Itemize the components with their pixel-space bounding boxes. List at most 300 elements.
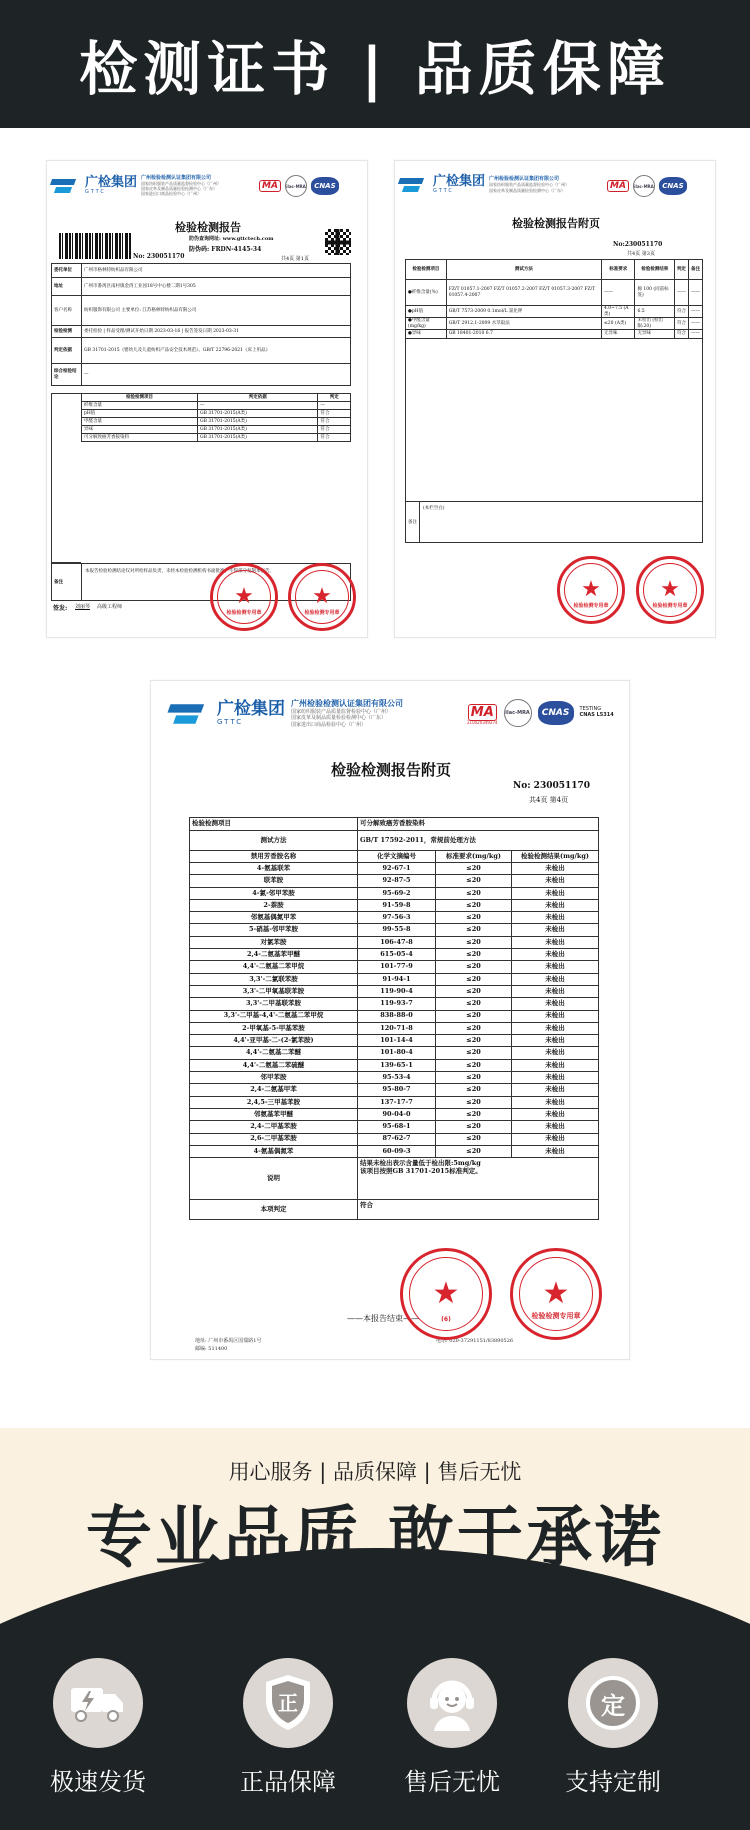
cell: 2,4,5-三甲基苯胺 bbox=[190, 1096, 358, 1108]
table-row bbox=[190, 1084, 599, 1096]
cell: ≤20 bbox=[436, 1121, 512, 1133]
ilac-mra-logo: ilac-MRA bbox=[633, 175, 655, 197]
cell: ●甲醛含量(mg/kg) bbox=[406, 318, 447, 330]
table-row bbox=[190, 1108, 599, 1120]
table-row bbox=[190, 1145, 599, 1157]
company-sub: 国家皮革及制品质量检验检测中心（广东） bbox=[141, 186, 218, 192]
row-value: 可分解致癌芳香胺染料 bbox=[358, 818, 599, 831]
table-row bbox=[190, 899, 599, 911]
seal-code: (6) bbox=[441, 1316, 451, 1323]
band-subtitle: 用心服务 | 品质保障 | 售后无忧 bbox=[228, 1460, 522, 1484]
feature-fast-delivery bbox=[23, 1658, 173, 1797]
seal-label: 检验检测专用章 bbox=[304, 610, 340, 616]
cell: 符合 bbox=[674, 330, 688, 339]
cell: 未检出 bbox=[512, 1121, 599, 1133]
cert1-info-table bbox=[51, 263, 351, 386]
table-row bbox=[190, 1096, 599, 1108]
table-row bbox=[82, 426, 351, 434]
table-row bbox=[82, 410, 351, 418]
org-logo bbox=[175, 699, 403, 728]
cell: ≤20 bbox=[436, 1108, 512, 1120]
col-header: 标准要求 bbox=[602, 260, 635, 280]
cell: 无异味 bbox=[635, 330, 674, 339]
row-value: GB/T 17592-2011，常规前处理方法 bbox=[358, 831, 599, 851]
cell: 91-94-1 bbox=[358, 973, 436, 985]
footer-postcode: 邮编: 511400 bbox=[195, 1346, 228, 1352]
cell: 95-80-7 bbox=[358, 1084, 436, 1096]
accreditation-logos bbox=[467, 699, 614, 727]
cell: 101-14-4 bbox=[358, 1035, 436, 1047]
cell: 615-05-4 bbox=[358, 949, 436, 961]
cell: ≤20 bbox=[436, 899, 512, 911]
cell: 92-67-1 bbox=[358, 863, 436, 875]
org-logo bbox=[399, 175, 569, 194]
table-row bbox=[190, 949, 599, 961]
row-value: 广州市格林特纺织品有限公司 bbox=[82, 264, 351, 278]
cell: 未检出 bbox=[512, 936, 599, 948]
accreditation-logos bbox=[607, 175, 687, 197]
cell: GB 31701-2015(A类) bbox=[198, 418, 318, 426]
cell: —— bbox=[688, 330, 702, 339]
ilac-mra-logo: ilac-MRA bbox=[504, 699, 532, 727]
cell: ≤20 bbox=[436, 949, 512, 961]
cell: 未检出 bbox=[512, 875, 599, 887]
cell: 838-88-0 bbox=[358, 1010, 436, 1022]
shield-glyph: 正 bbox=[278, 1691, 298, 1715]
cell: 2,4-二甲基苯胺 bbox=[190, 1121, 358, 1133]
cell: 对氯苯胺 bbox=[190, 936, 358, 948]
cell: ≤20 bbox=[436, 1035, 512, 1047]
table-row bbox=[406, 306, 703, 318]
cell: — bbox=[198, 402, 318, 410]
cell: 119-90-4 bbox=[358, 985, 436, 997]
band-divider bbox=[290, 1590, 460, 1593]
row-value: 符合 bbox=[358, 1200, 599, 1220]
remark-text: (本栏空白) bbox=[423, 506, 445, 511]
cell: 纤维含量 bbox=[82, 402, 198, 410]
cell: 甲醛含量 bbox=[82, 418, 198, 426]
cell: 符合 bbox=[318, 426, 351, 434]
inspection-seal-stamp: ★ 检验检测专用章 bbox=[510, 1248, 602, 1340]
cell: ≤20 bbox=[436, 875, 512, 887]
feature-after-sales bbox=[377, 1658, 527, 1797]
cell: 95-69-2 bbox=[358, 887, 436, 899]
cell: 未检出 (检出限:20) bbox=[635, 318, 674, 330]
cell: 92-87-5 bbox=[358, 875, 436, 887]
cell: GB 18401-2010 6.7 bbox=[446, 330, 601, 339]
promise-band bbox=[0, 1428, 750, 1830]
cnas-logo: CNAS bbox=[538, 701, 574, 725]
cell: ●pH值 bbox=[406, 306, 447, 318]
row-value: 纺织服饰有限公司 主要单位: 江苏格林特纺织品有限公司 bbox=[82, 296, 351, 326]
col-header: 判定 bbox=[674, 260, 688, 280]
cma-logo: MA bbox=[468, 704, 497, 721]
brand-name-en: GTTC bbox=[433, 188, 454, 194]
custom-seal-icon bbox=[568, 1658, 658, 1748]
cell: 91-59-8 bbox=[358, 899, 436, 911]
cell: FZ/T 01057.1-2007 FZ/T 01057.2-2007 FZ/T 01057.3-2007 FZ/T 01057.4-2007 bbox=[446, 280, 601, 306]
cell: 未检出 bbox=[512, 1059, 599, 1071]
cell: 3,3'-二氯联苯胺 bbox=[190, 973, 358, 985]
table-row bbox=[190, 1047, 599, 1059]
cert2-title: 检验检测报告附页 bbox=[512, 217, 600, 230]
seal-label: 检验检测专用章 bbox=[226, 610, 262, 616]
report-end-mark: ——本报告结束—— bbox=[347, 1314, 419, 1323]
qr-code-image bbox=[325, 229, 351, 255]
company-sub: 国家纺织服装产品质量监督检验中心（广州） bbox=[489, 182, 570, 188]
cell: 4-氯-邻甲苯胺 bbox=[190, 887, 358, 899]
sign-label: 签发: bbox=[53, 605, 68, 612]
note-line: 该项目按照GB 31701-2015标准判定。 bbox=[360, 1166, 482, 1175]
cell: ≤20 bbox=[436, 1072, 512, 1084]
company-seal-stamp: ★ (6) bbox=[400, 1248, 492, 1340]
cell: 5-硝基-邻甲苯胺 bbox=[190, 924, 358, 936]
cell: 未检出 bbox=[512, 998, 599, 1010]
cma-logo: MA bbox=[259, 180, 281, 192]
cell: 2-萘胺 bbox=[190, 899, 358, 911]
cell: 6.5 bbox=[635, 306, 674, 318]
cell: 2-甲氧基-5-甲基苯胺 bbox=[190, 1022, 358, 1034]
feature-label: 极速发货 bbox=[50, 1768, 146, 1796]
signer-name: 刘丽琴 bbox=[75, 604, 91, 610]
report-number: No: 230051170 bbox=[513, 781, 591, 791]
row-label: 客户名称 bbox=[52, 296, 82, 326]
footer-address: 地址: 广州市番禺区国瑞路1号 bbox=[195, 1338, 262, 1344]
company-name: 广州检验检测认证集团有限公司 bbox=[291, 699, 403, 708]
cell: —— bbox=[602, 280, 635, 306]
cell: 3,3'-二甲基-4,4'-二氨基二苯甲烷 bbox=[190, 1010, 358, 1022]
cell: 符合 bbox=[674, 318, 688, 330]
feature-authentic bbox=[213, 1658, 363, 1797]
cell: 未检出 bbox=[512, 949, 599, 961]
company-name: 广州检验检测认证集团有限公司 bbox=[489, 176, 560, 183]
inspection-seal-stamp: ★ 检验检测专用章 bbox=[636, 556, 704, 624]
col-header: 检验检测结果 bbox=[635, 260, 674, 280]
cert3-title: 检验检测报告附页 bbox=[330, 761, 451, 779]
cell: ≤20 bbox=[436, 998, 512, 1010]
col-header: 测试方法 bbox=[446, 260, 601, 280]
cell: 120-71-8 bbox=[358, 1022, 436, 1034]
brand-name-en: GTTC bbox=[217, 718, 244, 727]
cert2-remark-box bbox=[405, 501, 703, 543]
cell: 邻氨基偶氮甲苯 bbox=[190, 912, 358, 924]
cell: — bbox=[318, 402, 351, 410]
cell: —— bbox=[688, 280, 702, 306]
cell: ≤20 bbox=[436, 912, 512, 924]
cell: 异味 bbox=[82, 426, 198, 434]
col-header: 判定 bbox=[318, 394, 351, 402]
cell: ≤20 bbox=[436, 1096, 512, 1108]
table-row bbox=[190, 936, 599, 948]
cell: 60-09-3 bbox=[358, 1145, 436, 1157]
row-label: 委托单位 bbox=[52, 264, 82, 278]
signer-title: 高级工程师 bbox=[97, 604, 123, 610]
cell: ≤20 bbox=[436, 1084, 512, 1096]
cell: 未检出 bbox=[512, 1108, 599, 1120]
table-row bbox=[190, 1133, 599, 1145]
cell: pH值 bbox=[82, 410, 198, 418]
cell: 4,4'-二氨基二苯甲烷 bbox=[190, 961, 358, 973]
cell: ≤20 bbox=[436, 887, 512, 899]
cell: ≤20 bbox=[436, 1133, 512, 1145]
cell: 符合 bbox=[318, 418, 351, 426]
cell: 邻甲苯胺 bbox=[190, 1072, 358, 1084]
cell: 未检出 bbox=[512, 912, 599, 924]
row-label: 判定依据 bbox=[52, 338, 82, 364]
col-header: 备注 bbox=[688, 260, 702, 280]
table-row bbox=[190, 1035, 599, 1047]
table-row bbox=[190, 985, 599, 997]
cell: 2,4-二氨基甲苯 bbox=[190, 1084, 358, 1096]
cell: 未检出 bbox=[512, 924, 599, 936]
cell: 未检出 bbox=[512, 1022, 599, 1034]
feature-label: 售后无忧 bbox=[404, 1768, 500, 1796]
table-row bbox=[190, 973, 599, 985]
seal-label: 检验检测专用章 bbox=[573, 603, 609, 609]
cell: 联苯胺 bbox=[190, 875, 358, 887]
cell: 119-93-7 bbox=[358, 998, 436, 1010]
cell: 139-65-1 bbox=[358, 1059, 436, 1071]
fast-delivery-truck-icon bbox=[53, 1658, 143, 1748]
note-line: 结果未检出表示含量低于检出限:5mg/kg bbox=[360, 1159, 481, 1168]
cell: 2,4-二氨基苯甲醚 bbox=[190, 949, 358, 961]
table-row bbox=[190, 961, 599, 973]
remark-text: 本报告检验检测结论仅对所检样品负责，未经本检验检测机构书面批准，不得部分复制本报告。 bbox=[85, 569, 274, 574]
cell: ≤20 bbox=[436, 936, 512, 948]
cell: 未检出 bbox=[512, 985, 599, 997]
cell: GB 31701-2015(A类) bbox=[198, 434, 318, 442]
cell: —— bbox=[688, 318, 702, 330]
row-label: 说明 bbox=[190, 1158, 358, 1200]
table-row bbox=[406, 339, 703, 519]
table-row bbox=[406, 330, 703, 339]
cell: 符合 bbox=[318, 434, 351, 442]
table-row bbox=[190, 924, 599, 936]
row-value: — bbox=[82, 364, 351, 386]
cert2-results-table bbox=[405, 259, 703, 519]
table-row bbox=[82, 434, 351, 442]
items-side-border bbox=[51, 393, 81, 563]
authentic-shield-icon bbox=[243, 1658, 333, 1748]
seal-label: 检验检测专用章 bbox=[652, 603, 688, 609]
cell: 95-68-1 bbox=[358, 1121, 436, 1133]
cert3-amines-table bbox=[189, 817, 599, 1220]
company-sub: 国家皮革及制品质量检验检测中心（广东） bbox=[291, 715, 387, 722]
cell: 4,4'-二氨基二苯硫醚 bbox=[190, 1059, 358, 1071]
feature-label: 支持定制 bbox=[565, 1768, 661, 1796]
cell: 97-56-3 bbox=[358, 912, 436, 924]
company-seal-stamp: ★ 检验检测专用章 bbox=[557, 556, 625, 624]
cell: 4-氨基联苯 bbox=[190, 863, 358, 875]
cert1-items-table bbox=[81, 393, 351, 442]
barcode-image bbox=[59, 233, 131, 259]
cell: 90-04-0 bbox=[358, 1108, 436, 1120]
cell: 棉 100 (同前标签) bbox=[635, 280, 674, 306]
row-label: 综合检验结论 bbox=[52, 364, 82, 386]
table-row bbox=[190, 1010, 599, 1022]
cell: 未检出 bbox=[512, 1010, 599, 1022]
table-row bbox=[190, 912, 599, 924]
cell: 87-62-7 bbox=[358, 1133, 436, 1145]
table-row bbox=[190, 863, 599, 875]
ilac-mra-logo: ilac-MRA bbox=[285, 175, 307, 197]
company-sub: 国家皮革及制品质量检验检测中心（广东） bbox=[489, 187, 566, 193]
cma-logo: MA bbox=[607, 180, 629, 192]
cell: 未检出 bbox=[512, 899, 599, 911]
cell: ≤20 bbox=[436, 1047, 512, 1059]
table-row bbox=[190, 1059, 599, 1071]
col-header: 化学文摘编号 bbox=[358, 851, 436, 863]
band-title: 专业品质 敢于承诺 bbox=[86, 1499, 664, 1576]
gttc-logo-icon bbox=[399, 176, 429, 194]
col-header: 检验检测结果(mg/kg) bbox=[512, 851, 599, 863]
table-row bbox=[190, 887, 599, 899]
cell: 3,3'-二甲基联苯胺 bbox=[190, 998, 358, 1010]
company-sub: 国家进出口商品检验中心（广州） bbox=[141, 191, 202, 197]
brand-name: 广检集团 bbox=[85, 175, 138, 191]
testing-label: TESTING bbox=[579, 706, 602, 713]
cell: —— bbox=[674, 280, 688, 306]
brand-name: 广检集团 bbox=[433, 174, 486, 189]
row-label: 本项判定 bbox=[190, 1200, 358, 1220]
cell: 未检出 bbox=[512, 863, 599, 875]
cell: ≤20 bbox=[436, 985, 512, 997]
company-sub: 国家进出口商品检验中心（广州） bbox=[291, 721, 367, 728]
cell: 未检出 bbox=[512, 973, 599, 985]
row-label: 地址 bbox=[52, 278, 82, 296]
accreditation-logos bbox=[259, 175, 339, 197]
col-header: 禁用芳香胺名称 bbox=[190, 851, 358, 863]
cell: ≤20 bbox=[436, 1010, 512, 1022]
cell: 未检出 bbox=[512, 961, 599, 973]
cell: 4,4'-亚甲基-二-(2-氯苯胺) bbox=[190, 1035, 358, 1047]
row-value: GB 31701-2015《婴幼儿及儿童纺织产品安全技术规范》、GB/T 22796-2021《床上用品》 bbox=[82, 338, 351, 364]
cell: 无异味 bbox=[602, 330, 635, 339]
cell: 106-47-8 bbox=[358, 936, 436, 948]
col-header: 判定依据 bbox=[198, 394, 318, 402]
row-value: 广州市番禺区南村镇金湾工业园18号中心楼二期1号305 bbox=[82, 278, 351, 296]
table-row bbox=[190, 1121, 599, 1133]
col-header: 检验检测项目 bbox=[82, 394, 198, 402]
feature-customization bbox=[538, 1658, 688, 1797]
cell: ≤20 (A类) bbox=[602, 318, 635, 330]
cell: 未检出 bbox=[512, 1035, 599, 1047]
anti-fake-url: 防伪查询网址: www.gttctech.com bbox=[189, 236, 274, 242]
footer-phone: 电话: 020-37291151/83890526 bbox=[436, 1338, 514, 1344]
cell: 符合 bbox=[318, 410, 351, 418]
report-number: No:230051170 bbox=[613, 241, 663, 248]
row-label: 测试方法 bbox=[190, 831, 358, 851]
table-row bbox=[406, 318, 703, 330]
seal-label: 检验检测专用章 bbox=[531, 1312, 581, 1320]
table-row bbox=[190, 875, 599, 887]
report-number: No: 230051170 bbox=[133, 253, 185, 260]
table-row bbox=[82, 402, 351, 410]
cell: 未检出 bbox=[512, 887, 599, 899]
cell: ≤20 bbox=[436, 973, 512, 985]
cell: 未检出 bbox=[512, 1084, 599, 1096]
cell: 可分解致癌芳香胺染料 bbox=[82, 434, 198, 442]
page-indicator: 共4页 第4页 bbox=[529, 796, 569, 804]
cell: 符合 bbox=[674, 306, 688, 318]
col-header: 检验检测项目 bbox=[406, 260, 447, 280]
cell: 邻氨基苯甲醚 bbox=[190, 1108, 358, 1120]
cell: GB 31701-2015(A类) bbox=[198, 426, 318, 434]
brand-name: 广检集团 bbox=[217, 699, 285, 720]
page-indicator: 共4页 第1页 bbox=[281, 256, 309, 262]
page-title: 检测证书 | 品质保障 bbox=[79, 35, 671, 103]
cell: 3,3'-二甲氧基联苯胺 bbox=[190, 985, 358, 997]
cell: 未检出 bbox=[512, 1047, 599, 1059]
feature-label: 正品保障 bbox=[240, 1768, 336, 1796]
gttc-logo-icon bbox=[169, 701, 211, 726]
cell: ≤20 bbox=[436, 961, 512, 973]
company-sub: 国家纺织服装产品质量监督检验中心（广州） bbox=[141, 181, 222, 186]
row-label: 检验检测项目 bbox=[190, 818, 358, 831]
cell: 未检出 bbox=[512, 1133, 599, 1145]
remark-label: 备注 bbox=[52, 564, 82, 600]
row-label: 检验检测 bbox=[52, 326, 82, 338]
cell: 未检出 bbox=[512, 1096, 599, 1108]
company-name: 广州检验检测认证集团有限公司 bbox=[141, 175, 212, 181]
cell: ≤20 bbox=[436, 1145, 512, 1157]
cell: 未检出 bbox=[512, 1145, 599, 1157]
cell: ≤20 bbox=[436, 924, 512, 936]
cell: —— bbox=[688, 306, 702, 318]
cert1-title: 检验检测报告 bbox=[175, 221, 241, 234]
page-header bbox=[0, 0, 750, 128]
cell: GB/T 2912.1-2009 水萃取法 bbox=[446, 318, 601, 330]
company-seal-stamp: ★ 检验检测专用章 bbox=[210, 563, 278, 631]
cell: 4.0~7.5 (A类) bbox=[602, 306, 635, 318]
anti-fake-code: 防伪码: FRDN-4145-34 bbox=[189, 246, 262, 253]
cell: ≤20 bbox=[436, 863, 512, 875]
cell: 99-55-8 bbox=[358, 924, 436, 936]
cell: ●异味 bbox=[406, 330, 447, 339]
table-row bbox=[190, 1022, 599, 1034]
cell: 101-80-4 bbox=[358, 1047, 436, 1059]
inspection-seal-stamp: ★ 检验检测专用章 bbox=[288, 563, 356, 631]
cell: 95-53-4 bbox=[358, 1072, 436, 1084]
gttc-logo-icon bbox=[51, 177, 81, 195]
row-value: 委托检验 | 样品受理/测试开始日期 2023-03-16 | 报告签发日期 2023-03-31 bbox=[82, 326, 351, 338]
cell: 未检出 bbox=[512, 1072, 599, 1084]
cnas-logo: CNAS bbox=[311, 177, 339, 195]
seal-glyph: 定 bbox=[601, 1691, 625, 1720]
cell: 4-氨基偶氮苯 bbox=[190, 1145, 358, 1157]
cnas-number: CNAS L5314 bbox=[579, 712, 614, 718]
page-indicator: 共4页 第3页 bbox=[627, 251, 655, 257]
cell: 2,6-二甲基苯胺 bbox=[190, 1133, 358, 1145]
table-row bbox=[82, 418, 351, 426]
cell: ≤20 bbox=[436, 1059, 512, 1071]
customer-service-icon bbox=[407, 1658, 497, 1748]
cell: 137-17-7 bbox=[358, 1096, 436, 1108]
cell: 4,4'-二氨基二苯醚 bbox=[190, 1047, 358, 1059]
table-row bbox=[190, 1072, 599, 1084]
company-sub: 国家纺织服装产品质量监督检验中心（广州） bbox=[291, 708, 392, 715]
org-logo bbox=[51, 175, 221, 197]
col-header: 标准要求(mg/kg) bbox=[436, 851, 512, 863]
cnas-logo: CNAS bbox=[659, 177, 687, 195]
table-row bbox=[406, 280, 703, 306]
brand-name-en: GTTC bbox=[85, 189, 106, 196]
cell: GB/T 7573-2009 0.1mol/L 氯化钾 bbox=[446, 306, 601, 318]
cma-number: 210020349274 bbox=[467, 720, 498, 725]
remark-label: 备注 bbox=[406, 502, 420, 542]
table-row bbox=[190, 998, 599, 1010]
cell: ●纤维含量(%) bbox=[406, 280, 447, 306]
